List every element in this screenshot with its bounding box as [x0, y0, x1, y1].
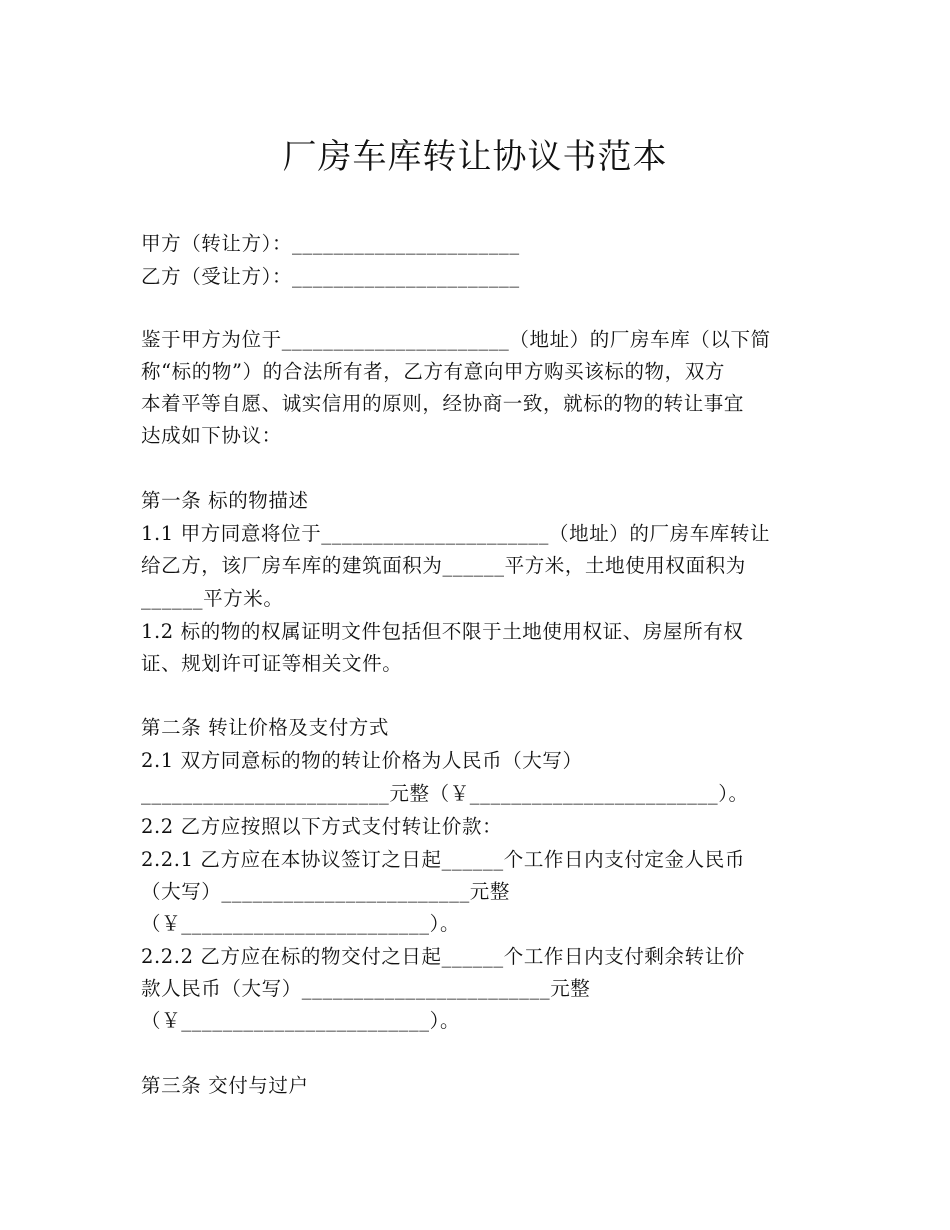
article-2-line-7: 2.2.2 乙方应在标的物交付之日起______个工作日内支付剩余转让价 — [141, 945, 745, 968]
article-3-heading: 第三条 交付与过户 — [141, 1074, 309, 1097]
article-2-line-2: ________________________元整（￥________________________）。 — [141, 782, 749, 805]
article-2-line-5: （大写）________________________元整 — [141, 880, 510, 903]
party-a-line: 甲方（转让方）：______________________ — [141, 232, 520, 255]
article-2-line-1: 2.1 双方同意标的物的转让价格为人民币（大写） — [141, 749, 583, 772]
preamble-line-1: 鉴于甲方为位于______________________（地址）的厂房车库（以下简 — [141, 328, 771, 351]
article-2-line-3: 2.2 乙方应按照以下方式支付转让价款： — [141, 815, 503, 838]
article-1-line-3: ______平方米。 — [141, 587, 284, 610]
article-2-line-4: 2.2.1 乙方应在本协议签订之日起______个工作日内支付定金人民币 — [141, 848, 745, 871]
article-1-line-1: 1.1 甲方同意将位于______________________（地址）的厂房车库转让 — [141, 522, 771, 545]
article-1-line-4: 1.2 标的物的权属证明文件包括但不限于土地使用权证、房屋所有权 — [141, 620, 744, 643]
article-1-line-2: 给乙方，该厂房车库的建筑面积为______平方米，土地使用权面积为 — [141, 554, 746, 577]
preamble-line-4: 达成如下协议： — [141, 424, 282, 447]
article-2-line-8: 款人民币（大写）________________________元整 — [141, 977, 591, 1000]
preamble-line-2: 称“标的物”）的合法所有者，乙方有意向甲方购买该标的物，双方 — [141, 360, 725, 383]
article-2-line-9: （￥________________________）。 — [141, 1009, 461, 1032]
article-1-heading: 第一条 标的物描述 — [141, 489, 309, 512]
party-b-line: 乙方（受让方）：______________________ — [141, 265, 520, 288]
document-title: 厂房车库转让协议书范本 — [282, 137, 668, 177]
article-1-line-5: 证、规划许可证等相关文件。 — [141, 652, 403, 675]
article-2-heading: 第二条 转让价格及支付方式 — [141, 716, 389, 739]
article-2-line-6: （￥________________________）。 — [141, 912, 461, 935]
preamble-line-3: 本着平等自愿、诚实信用的原则，经协商一致，就标的物的转让事宜 — [141, 392, 745, 415]
